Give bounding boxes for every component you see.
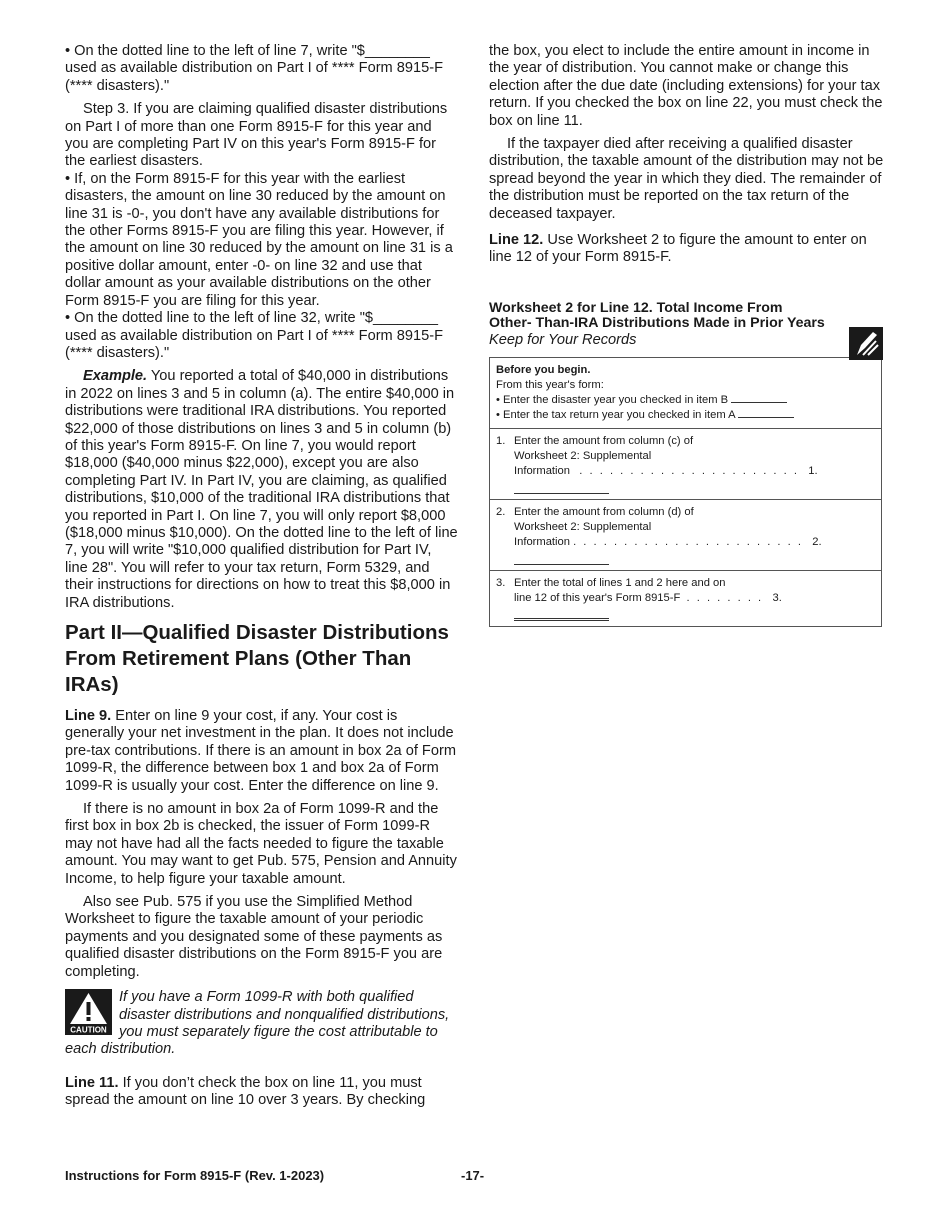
example-label: Example. xyxy=(83,368,148,385)
bullet-paragraph: • On the dotted line to the left of line 32, write "$________ used as available distribution on Part I of **** Form 8915-F (**** disasters)." xyxy=(65,310,444,361)
worksheet-line-3: 3. Enter the total of lines 1 and 2 here and on line 12 of this year's Form 8915-F . . . . . . . . 3. xyxy=(490,571,882,627)
tax-year-entry: • Enter the tax return year you checked in item A xyxy=(496,408,875,423)
worksheet-line-1: 1. Enter the amount from column (c) of Worksheet 2: Supplemental Information . . . . . . . . . . . . . . . . . . . . . . 1. xyxy=(490,429,882,500)
line9-text: Enter on line 9 your cost, if any. Your cost is generally your net investment in the plan. It does not include pre-tax contributions. If there is an amount in box 2a of Form 1099-R, the difference between box 1 and box 2a of Form 1099-R is usually your cost. Enter the difference on line 9. xyxy=(65,708,456,794)
step3-paragraph: Step 3. If you are claiming qualified disaster distributions on Part I of more than one Form 8915-F for this year and you are completing Part IV on this year's Form 8915-F for the earliest disasters. xyxy=(65,101,448,170)
tax-year-blank[interactable] xyxy=(738,417,794,418)
left-column xyxy=(65,43,458,1110)
line12-paragraph xyxy=(489,232,885,267)
part-ii-heading: Part II—Qualified Disaster Distributions From Retirement Plans (Other Than IRAs) xyxy=(65,621,449,696)
disaster-year-entry: • Enter the disaster year you checked in item B xyxy=(496,393,875,408)
caution-note xyxy=(65,989,458,1059)
line9-label: Line 9. xyxy=(65,708,112,724)
line11-paragraph xyxy=(65,1075,458,1110)
footer-form-title: Instructions for Form 8915-F (Rev. 1-2023) xyxy=(65,1168,325,1183)
worksheet-before-row xyxy=(490,358,882,429)
bullet-paragraph: • If, on the Form 8915-F for this year with the earliest disasters, the amount on line 30 reduced by the amount on line 31 is -0-, you don't have any available distributions for the other Forms 8915-F you are filing this year. However, if the amount on line 30 reduced by the amount on line 31 is a positive dollar amount, enter -0- on line 32 and use that dollar amount as your available distributions on the other Form 8915-F you are filing for this year. xyxy=(65,170,453,309)
election-paragraph: the box, you elect to include the entire amount in income in the year of distribution. You cannot make or change this election after the due date (including extensions) for your tax return. If you checked the box on line 22, you must check the box on line 11. xyxy=(489,43,883,129)
also-see-paragraph: Also see Pub. 575 if you use the Simplified Method Worksheet to figure the taxable amount of your periodic payments and you designated some of these payments as qualified disaster distributions on the Form 8915-F you are completing. xyxy=(65,894,443,980)
worksheet-header xyxy=(489,301,885,349)
caution-icon xyxy=(65,989,112,1035)
caution-word: CAUTION xyxy=(70,1025,107,1035)
right-column xyxy=(489,43,885,627)
line12-text: Use Worksheet 2 to figure the amount to enter on line 12 of your Form 8915-F. xyxy=(489,232,867,266)
worksheet-line-2: 2. Enter the amount from column (d) of Worksheet 2: Supplemental Information . . . . . . . . . . . . . . . . . . . . . . . 2. xyxy=(490,500,882,571)
line11-text: If you don’t check the box on line 11, you must spread the amount on line 10 over 3 years. By checking xyxy=(65,1074,426,1109)
page-number: -17- xyxy=(461,1168,485,1183)
before-label: Before you begin. xyxy=(496,364,591,377)
pen-icon xyxy=(849,327,883,360)
line3-answer-field[interactable] xyxy=(514,606,609,621)
worksheet-table xyxy=(489,357,882,627)
taxpayer-died-paragraph: If the taxpayer died after receiving a qualified disaster distribution, the taxable amount of the distribution may not be spread beyond the year in which they died. The remainder of the distribution must be reported on the tax return of the deceased taxpayer. xyxy=(489,136,884,222)
line9-paragraph xyxy=(65,708,458,795)
line11-label: Line 11. xyxy=(65,1074,119,1091)
worksheet-subtitle: Keep for Your Records xyxy=(489,331,637,348)
example-text: You reported a total of $40,000 in distributions in 2022 on lines 3 and 5 in column (a). The entire $40,000 in distributions were traditional IRA distributions. You reported $22,000 of those distributions on lines 3 and 5 in column (b) of this year's Form 8915-F. On line 7, you would report $18,000 ($40,000 minus $22,000), except you are also completing Part IV. In Part IV, you are claiming, as qualified distributions, $10,000 of the traditional IRA distributions that you reported in Part I. On line 7, you will only report $8,000 ($18,000 minus $10,000). On the dotted line to the left of line 7, you will write "$10,000 qualified distribution for Part IV, line 28". You will refer to your tax return, Form 5329, and their instructions for directions on how to treat this $8,000 in IRA distributions. xyxy=(65,368,458,611)
disaster-year-blank[interactable] xyxy=(731,402,787,403)
worksheet-title: Worksheet 2 for Line 12. Total Income From Other- Than-IRA Distributions Made in Prior Years xyxy=(489,299,825,331)
line12-label: Line 12. xyxy=(489,232,544,249)
from-form-label: From this year's form: xyxy=(496,379,604,392)
line1-answer-field[interactable] xyxy=(514,481,609,494)
line2-answer-field[interactable] xyxy=(514,552,609,565)
example-paragraph xyxy=(65,368,458,612)
bullet-paragraph: • On the dotted line to the left of line 7, write "$________ used as available distribution on Part I of **** Form 8915-F (**** disasters)." xyxy=(65,43,444,94)
no-amount-paragraph: If there is no amount in box 2a of Form 1099-R and the first box in box 2b is checked, the issuer of Form 1099-R may not have had all the facts needed to figure the taxable amount. You may want to get Pub. 575, Pension and Annuity Income, to help figure your taxable amount. xyxy=(65,801,457,887)
caution-text: If you have a Form 1099-R with both qualified disaster distributions and nonqualified distributions, you must separately figure the cost attributable to each distribution. xyxy=(65,989,450,1058)
